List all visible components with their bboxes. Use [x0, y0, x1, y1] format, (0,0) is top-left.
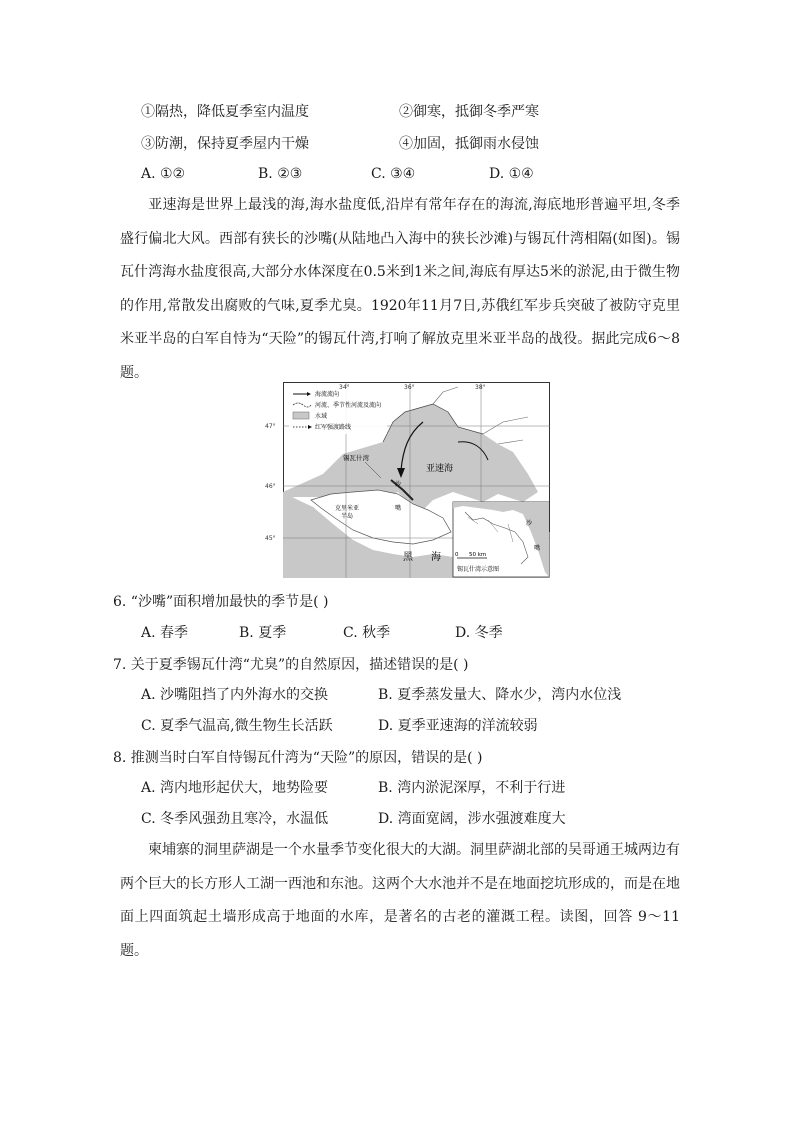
label-crimea-2: 半岛 [341, 513, 354, 520]
inset-scale-zero: 0 [455, 552, 459, 558]
q7-stem: 7. 关于夏季锡瓦什湾“尤臭”的自然原因，描述错误的是( ) [113, 657, 469, 673]
option-1: ①隔热，降低夏季室内温度 [141, 104, 309, 120]
q6-choice-c: C. 秋季 [343, 625, 391, 641]
q7-choice-a: A. 沙嘴阻挡了内外海水的交换 [141, 687, 329, 703]
lat-47: 47° [265, 423, 276, 430]
inset-spit-2: 嘴 [534, 545, 541, 552]
lon-34: 34° [339, 384, 350, 391]
option-2: ②御寒，抵御冬季严寒 [399, 104, 539, 120]
q6-choice-b: B. 夏季 [239, 625, 287, 641]
passage-azov-text: 亚速海是世界上最浅的海,海水盐度低,沿岸有常年存在的海流,海底地形普遍平坦,冬季盛行偏北大风。西部有狭长的沙嘴(从陆地凸入海中的狭长沙滩)与锡瓦什湾相隔(如图)。锡瓦什湾海水盐度很高,大部分水体深度在0.5米到1米之间,海底有厚达5米的淤泥,由于微生物的作用,常散发出腐败的气味,夏季尤臭。1920年11月7日,苏俄红军步兵突破了被防守克里米亚半岛的白军自恃为“天险”的锡瓦什湾,打响了解放克里米亚半岛的战役。据此完成6～8题。 [120, 197, 680, 381]
lon-36: 36° [404, 384, 415, 391]
label-azov-sea: 亚速海 [426, 464, 454, 474]
option-3: ③防潮，保持夏季屋内干燥 [141, 136, 309, 152]
label-sivash-bay: 锡瓦什湾 [343, 454, 369, 462]
q7-choice-d: D. 夏季亚速海的洋流较弱 [378, 718, 538, 734]
label-spit-1: 沙 [395, 481, 402, 488]
label-crimea-1: 克里米亚 [335, 505, 360, 512]
q8-choice-b: B. 湾内淤泥深厚，不利于行进 [378, 780, 566, 796]
q8-choice-d: D. 湾面宽阔，涉水强渡难度大 [378, 811, 566, 827]
label-black-2: 海 [431, 552, 441, 563]
inset-spit-1: 沙 [526, 520, 533, 527]
legend-water: 水域 [315, 413, 328, 420]
choice-d: D. ①④ [489, 166, 534, 182]
map-legend [289, 388, 387, 434]
q6-stem: 6. “沙嘴”面积增加最快的季节是( ) [113, 594, 329, 610]
legend-current: 海流流向 [315, 391, 340, 398]
inset-scale-label: 50 km [469, 552, 487, 558]
legend-river: 河流、季节性河流及流向 [315, 402, 382, 409]
lat-46: 46° [265, 483, 276, 490]
q8-choice-c: C. 冬季风强劲且寒冷，水温低 [141, 811, 329, 827]
lat-45: 45° [265, 535, 276, 542]
azov-sea-map [265, 382, 550, 578]
choice-a: A. ①② [141, 166, 186, 182]
passage-tonle-sap [120, 834, 680, 968]
q7-choice-b: B. 夏季蒸发量大、降水少，湾内水位浅 [378, 687, 622, 703]
option-4: ④加固，抵御雨水侵蚀 [399, 136, 539, 152]
lon-38: 38° [475, 384, 486, 391]
q6-choice-d: D. 冬季 [455, 625, 503, 641]
inset-map [453, 502, 549, 577]
q8-choice-a: A. 湾内地形起伏大，地势险要 [141, 780, 329, 796]
q7-choice-c: C. 夏季气温高,微生物生长活跃 [141, 718, 333, 734]
inset-caption: 锡瓦什湾示意图 [457, 566, 500, 573]
q8-stem: 8. 推测当时白军自恃锡瓦什湾为“天险”的原因，错误的是( ) [113, 750, 483, 766]
label-spit-2: 嘴 [395, 505, 402, 512]
passage-azov [120, 189, 680, 390]
choice-b: B. ②③ [258, 166, 303, 182]
label-black-1: 黑 [403, 552, 413, 563]
choice-c: C. ③④ [371, 166, 416, 182]
passage-tonle-sap-text: 柬埔寨的洞里萨湖是一个水量季节变化很大的大湖。洞里萨湖北部的吴哥通王城两边有两个巨大的长方形人工湖一西池和东池。这两个大水池并不是在地面挖坑形成的，而是在地面上四面筑起土墙形成高于地面的水库，是著名的古老的灌溉工程。读图，回答 9～11题。 [120, 842, 680, 959]
legend-route: 红军强渡路线 [315, 424, 352, 431]
q6-choice-a: A. 春季 [141, 625, 189, 641]
